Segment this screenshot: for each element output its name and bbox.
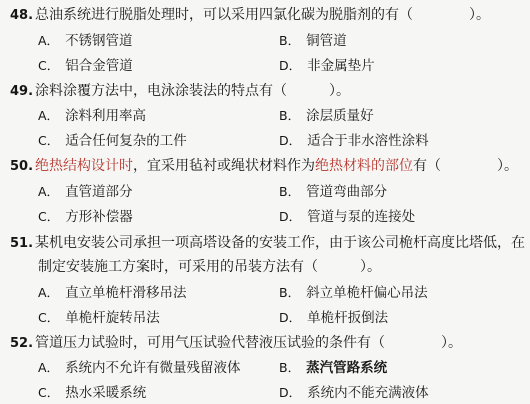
option-letter: A．: [38, 360, 60, 375]
option-letter: A．: [38, 108, 60, 123]
option-letter: C．: [38, 209, 60, 224]
option-text: 热水采暖系统: [65, 385, 147, 401]
option-text: 铝合金管道: [65, 58, 133, 74]
option-letter: A．: [38, 285, 60, 300]
question-stem: [10, 234, 525, 253]
question-text: 有（ ）。: [413, 158, 519, 174]
option-b: [279, 359, 387, 377]
option-letter: A．: [38, 184, 60, 199]
option-a: [38, 284, 187, 302]
question-number: 52.: [10, 336, 34, 351]
option-letter: D．: [279, 209, 302, 224]
option-letter: C．: [38, 58, 60, 73]
question-text: 总油系统进行脱脂处理时，可以采用四氯化碳为脱脂剂的有（ ）。: [35, 7, 491, 23]
option-d: [279, 309, 388, 327]
option-d: [279, 57, 375, 75]
option-text: 直立单桅杆滑移吊法: [65, 285, 187, 301]
highlighted-phrase: 绝热材料的部位: [315, 158, 414, 174]
option-text: 方形补偿器: [65, 209, 133, 225]
option-text: 不锈钢管道: [65, 33, 133, 49]
option-d: [279, 384, 429, 402]
option-text: 涂料利用率高: [65, 108, 147, 124]
question-text: 制定安装施工方案时，可采用的吊装方法有（ ）。: [38, 259, 381, 275]
option-letter: C．: [38, 385, 60, 400]
option-a: [38, 183, 133, 201]
option-letter: D．: [279, 58, 302, 73]
question-text: 某机电安装公司承担一项高塔设备的安装工作，由于该公司桅杆高度比塔低，在: [35, 235, 526, 251]
option-text: 系统内不允许有微量残留液体: [65, 360, 241, 376]
option-text: 斜立单桅杆偏心吊法: [306, 285, 428, 301]
option-letter: B．: [279, 184, 301, 199]
option-text: 适合任何复杂的工件: [65, 133, 187, 149]
option-b: [279, 183, 387, 201]
option-text: 单桅杆旋转吊法: [65, 310, 160, 326]
question-number: 50.: [10, 159, 34, 174]
option-letter: B．: [279, 285, 301, 300]
question-number: 51.: [10, 236, 34, 251]
option-text: 非金属垫片: [307, 58, 375, 74]
option-c: [38, 309, 160, 327]
question-stem: [10, 334, 462, 353]
option-text: 蒸汽管路系统: [306, 360, 388, 376]
option-letter: B．: [279, 33, 301, 48]
option-b: [279, 284, 428, 302]
option-c: [38, 384, 146, 402]
option-d: [279, 132, 429, 150]
option-letter: D．: [279, 385, 302, 400]
option-a: [38, 359, 241, 377]
question-stem-continuation: [38, 258, 381, 276]
option-c: [38, 132, 187, 150]
option-text: 管道与泵的连接处: [307, 209, 416, 225]
option-a: [38, 107, 146, 125]
option-text: 涂层质量好: [306, 108, 374, 124]
highlighted-phrase: 绝热结构设计时: [35, 158, 134, 174]
question-text: ，宜采用毡衬或绳状材料作为: [133, 158, 316, 174]
option-text: 管道弯曲部分: [306, 184, 388, 200]
option-letter: D．: [279, 133, 302, 148]
question-stem: [10, 6, 490, 25]
question-number: 48.: [10, 8, 34, 23]
option-c: [38, 208, 133, 226]
option-text: 单桅杆扳倒法: [307, 310, 389, 326]
option-a: [38, 32, 133, 50]
option-letter: B．: [279, 108, 301, 123]
option-d: [279, 208, 415, 226]
question-text: 管道压力试验时，可用气压试验代替液压试验的条件有（ ）。: [35, 335, 463, 351]
option-text: 铜管道: [306, 33, 347, 49]
question-stem: [10, 82, 350, 101]
option-text: 系统内不能充满液体: [307, 385, 429, 401]
option-b: [279, 107, 374, 125]
option-letter: A．: [38, 33, 60, 48]
question-number: 49.: [10, 84, 34, 99]
option-text: 适合于非水溶性涂料: [307, 133, 429, 149]
option-letter: C．: [38, 310, 60, 325]
question-text: 涂料涂覆方法中，电泳涂装法的特点有（ ）。: [35, 83, 351, 99]
option-b: [279, 32, 347, 50]
option-text: 直管道部分: [65, 184, 133, 200]
option-letter: D．: [279, 310, 302, 325]
option-letter: B．: [279, 360, 301, 375]
option-letter: C．: [38, 133, 60, 148]
option-c: [38, 57, 133, 75]
question-stem: [10, 157, 518, 176]
